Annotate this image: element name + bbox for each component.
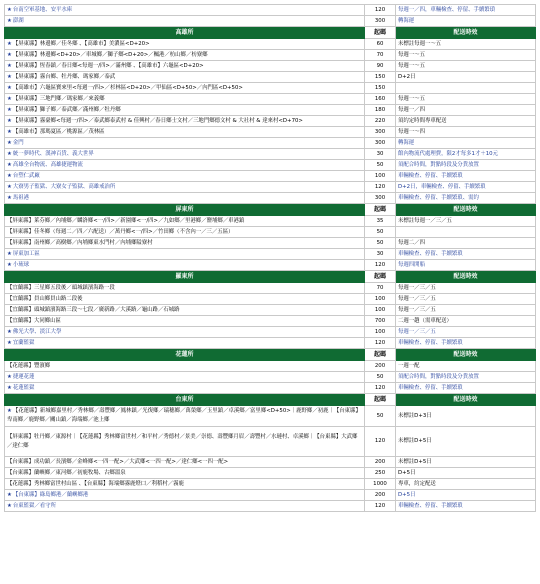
area-cell <box>5 490 365 501</box>
fee-cell: 220 <box>365 116 396 127</box>
column-header-fee: 起碼 <box>365 27 396 39</box>
area-cell <box>5 238 365 249</box>
delivery-note-cell: 每週一／四，車輛檢查、停留、手續繁瑣 <box>396 5 536 16</box>
area-text: 馬祖港 <box>12 194 30 201</box>
fee-cell: 200 <box>365 361 396 372</box>
fee-cell: 120 <box>365 427 396 457</box>
fee-cell: 35 <box>365 216 396 227</box>
star-icon: ★ <box>7 491 12 498</box>
area-text: 金門 <box>12 139 24 146</box>
fee-cell: 50 <box>365 372 396 383</box>
delivery-note-cell: 未標註D+3日 <box>396 406 536 427</box>
area-text: 【屏東縣】萊芬鄉／內埔鄉／麟洛鄉<一/四>／新園鄉<一/四>／九如鄉／里港鄉／鹽埔鄉／車港鎮 <box>7 217 245 224</box>
delivery-note-cell: D+5日 <box>396 468 536 479</box>
fee-cell: 120 <box>365 338 396 349</box>
fee-cell: 60 <box>365 39 396 50</box>
table-row <box>5 16 536 27</box>
table-row <box>5 149 536 160</box>
table-row <box>5 305 536 316</box>
fee-table-wrapper <box>4 4 532 512</box>
area-text: 【屏東縣】林邊鄉<D+20>／車城鄉／獅子鄉<D+20>／楓港／枋山鄉／枋寮鄉 <box>12 51 208 58</box>
area-cell <box>5 138 365 149</box>
table-row <box>5 338 536 349</box>
section-header <box>5 27 536 39</box>
area-text: 統一夢時代、漢神百貨、義大世界 <box>12 150 94 157</box>
delivery-note-cell: 每週一／四 <box>396 105 536 116</box>
table-row <box>5 83 536 94</box>
area-cell <box>5 305 365 316</box>
table-row <box>5 490 536 501</box>
fee-cell: 50 <box>365 227 396 238</box>
column-header-delivery: 配送時效 <box>396 204 536 216</box>
column-header-delivery: 配送時效 <box>396 271 536 283</box>
star-icon: ★ <box>7 150 12 157</box>
area-cell <box>5 249 365 260</box>
area-text: 【宜蘭縣】大同鄉山區 <box>7 317 61 324</box>
star-icon: ★ <box>7 172 12 179</box>
column-header-delivery: 配送時效 <box>396 349 536 361</box>
star-icon: ★ <box>7 117 12 124</box>
fee-cell: 180 <box>365 105 396 116</box>
delivery-note-cell: 須配合時間，對點時段及分貨放置 <box>396 160 536 171</box>
section-title: 台東所 <box>5 394 365 406</box>
delivery-note-cell: 專車，約定配送 <box>396 479 536 490</box>
table-row <box>5 61 536 72</box>
area-cell <box>5 361 365 372</box>
area-text: 【宜蘭縣】頭城鎮濱海路三段～七段／廣新路／大溪路／龜山路／石城路 <box>7 306 180 313</box>
area-cell <box>5 501 365 512</box>
table-row <box>5 182 536 193</box>
fee-cell: 150 <box>365 72 396 83</box>
fee-cell: 150 <box>365 83 396 94</box>
area-text: 大寮男子監獄、大寮女子監獄、高雄戒治所 <box>12 183 116 190</box>
table-row <box>5 294 536 305</box>
area-cell <box>5 427 365 457</box>
table-row <box>5 260 536 271</box>
delivery-note-cell: 館內物流代處理費，限2才每多1才＋10元 <box>396 149 536 160</box>
area-cell <box>5 193 365 204</box>
area-cell <box>5 39 365 50</box>
area-text: 宜蘭監獄 <box>12 339 35 346</box>
table-row <box>5 501 536 512</box>
area-text: 【宜蘭縣】三星鄉五段後／頭城鎮濱海路一段 <box>7 284 115 291</box>
fee-cell: 120 <box>365 260 396 271</box>
table-row <box>5 427 536 457</box>
delivery-note-cell: 未標註D+5日 <box>396 457 536 468</box>
delivery-note-cell: 每週四開船 <box>396 260 536 271</box>
star-icon: ★ <box>7 502 12 509</box>
fee-cell: 200 <box>365 490 396 501</box>
fee-cell: 1000 <box>365 479 396 490</box>
table-row <box>5 5 536 16</box>
table-row <box>5 94 536 105</box>
area-cell <box>5 149 365 160</box>
star-icon: ★ <box>7 6 12 13</box>
area-cell <box>5 479 365 490</box>
star-icon: ★ <box>7 328 12 335</box>
star-icon: ★ <box>7 95 12 102</box>
area-cell <box>5 116 365 127</box>
fee-cell: 70 <box>365 283 396 294</box>
delivery-note-cell <box>396 227 536 238</box>
fee-cell: 50 <box>365 238 396 249</box>
area-cell <box>5 338 365 349</box>
area-text: 【屏東縣】獅子鄉／泰武鄉／滿州鄉／牡丹鄉 <box>12 106 121 113</box>
area-cell <box>5 105 365 116</box>
area-text: 【屏東縣】南州鄉／高樹鄉／內埔鄉東水門村／內埔鄉隘寮村 <box>7 239 153 246</box>
fee-cell: 90 <box>365 61 396 72</box>
area-cell <box>5 61 365 72</box>
star-icon: ★ <box>7 194 12 201</box>
delivery-note-cell: 須配合時間，對點時段及分貨放置 <box>396 372 536 383</box>
table-row <box>5 160 536 171</box>
star-icon: ★ <box>7 62 12 69</box>
table-row <box>5 372 536 383</box>
delivery-note-cell: 須約定時間專車配送 <box>396 116 536 127</box>
star-icon: ★ <box>7 40 12 47</box>
area-text: 澎湖 <box>12 17 24 24</box>
delivery-note-cell: 每週一／三／五 <box>396 294 536 305</box>
column-header-fee: 起碼 <box>365 349 396 361</box>
table-row <box>5 316 536 327</box>
area-cell <box>5 216 365 227</box>
delivery-note-cell: 車輛檢查、停留、手續繁瑣 <box>396 501 536 512</box>
delivery-note-cell: 未標註每週一／三／五 <box>396 216 536 227</box>
area-text: 【花蓮縣】新城鄉嘉里村／秀林鄉／壽豐鄉／鳳林鎮／光復鄉／瑞穗鄉／萬榮鄉／玉里鎮／卓溪鄉／富里鄉<D+50>｜鹿野鄉／初鹿｜【台東縣】卑南鄉／鹿野鄉／關山鎮／海端鄉／池上鄉 <box>7 408 361 423</box>
table-row <box>5 138 536 149</box>
area-text: 【屏東縣】三地門鄉／瑪家鄉／來義鄉 <box>12 95 105 102</box>
table-row <box>5 479 536 490</box>
star-icon: ★ <box>7 384 12 391</box>
fee-cell: 200 <box>365 457 396 468</box>
fee-cell: 300 <box>365 193 396 204</box>
table-row <box>5 457 536 468</box>
column-header-delivery: 配送時效 <box>396 394 536 406</box>
area-cell <box>5 294 365 305</box>
fee-cell: 300 <box>365 127 396 138</box>
delivery-note-cell: 轉海運 <box>396 16 536 27</box>
column-header-delivery: 配送時效 <box>396 27 536 39</box>
area-cell <box>5 468 365 479</box>
delivery-note-cell: 車輛檢查、停留、手續繁瑣 <box>396 249 536 260</box>
area-text: 【屏東縣】霧台鄉、牡丹鄉、瑪家鄉／泰武 <box>12 73 116 80</box>
table-row <box>5 193 536 204</box>
table-row <box>5 406 536 427</box>
fee-cell: 120 <box>365 383 396 394</box>
area-text: 【高雄市】那瑪夏區／桃源區／茂林區 <box>12 128 105 135</box>
area-text: 台南空軍基地、安平水庫 <box>12 6 73 13</box>
delivery-note-cell: D+2日，車輛檢查、停留、手續繁瑣 <box>396 182 536 193</box>
area-text: 【花蓮縣】秀林鄉富世村山區 、【台東縣】海端鄉霧鹿燈口／利稻村／霧鹿 <box>7 480 184 487</box>
area-cell <box>5 227 365 238</box>
fee-cell: 300 <box>365 16 396 27</box>
fee-cell: 160 <box>365 94 396 105</box>
area-cell <box>5 127 365 138</box>
area-text: 屏東加工區 <box>12 250 40 257</box>
delivery-note-cell: D+5日 <box>396 490 536 501</box>
fee-cell: 120 <box>365 182 396 193</box>
delivery-note-cell: 車輛檢查、停留、手續繁瑣 <box>396 383 536 394</box>
fee-cell: 30 <box>365 149 396 160</box>
delivery-note-cell: 未標註每週一～五 <box>396 39 536 50</box>
delivery-note-cell: 每週一／三／五 <box>396 283 536 294</box>
table-row <box>5 283 536 294</box>
fee-cell: 70 <box>365 50 396 61</box>
fee-cell: 700 <box>365 316 396 327</box>
table-row <box>5 468 536 479</box>
delivery-note-cell: 二週一趟（需車配送） <box>396 316 536 327</box>
table-row <box>5 171 536 182</box>
delivery-note-cell <box>396 83 536 94</box>
delivery-note-cell: 每週一／三／五 <box>396 327 536 338</box>
delivery-note-cell: 每週二／四 <box>396 238 536 249</box>
area-cell <box>5 16 365 27</box>
fee-cell: 30 <box>365 249 396 260</box>
fee-cell: 120 <box>365 501 396 512</box>
fee-cell: 50 <box>365 406 396 427</box>
fee-cell: 50 <box>365 160 396 171</box>
area-text: 捷運花蓮 <box>12 373 35 380</box>
delivery-note-cell: 未標註D+5日 <box>396 427 536 457</box>
delivery-note-cell: 每週一～四 <box>396 127 536 138</box>
delivery-note-cell: 每週一～五 <box>396 61 536 72</box>
star-icon: ★ <box>7 106 12 113</box>
area-text: 花蓮監獄 <box>12 384 35 391</box>
area-cell <box>5 5 365 16</box>
area-text: 高雄全台物流、高雄捷運物流 <box>12 161 83 168</box>
area-cell <box>5 327 365 338</box>
section-title: 羅東所 <box>5 271 365 283</box>
section-header <box>5 271 536 283</box>
area-cell <box>5 83 365 94</box>
star-icon: ★ <box>7 73 12 80</box>
area-cell <box>5 94 365 105</box>
delivery-note-cell: 轉海運 <box>396 138 536 149</box>
column-header-fee: 起碼 <box>365 204 396 216</box>
delivery-note-cell: 一週一配 <box>396 361 536 372</box>
area-text: 台塑仁武廠 <box>12 172 40 179</box>
column-header-fee: 起碼 <box>365 394 396 406</box>
star-icon: ★ <box>7 373 12 380</box>
delivery-fee-table <box>4 4 536 512</box>
area-text: 【台東縣】成功鎮／長濱鄉／金峰鄉<一四一配>／大武鄉<一四一配>／達仁鄉<一四一配> <box>7 458 229 465</box>
table-row <box>5 327 536 338</box>
delivery-note-cell: 每週一／三／五 <box>396 305 536 316</box>
area-cell <box>5 72 365 83</box>
fee-cell: 120 <box>365 5 396 16</box>
column-header-fee: 起碼 <box>365 271 396 283</box>
fee-cell: 100 <box>365 305 396 316</box>
star-icon: ★ <box>7 17 12 24</box>
area-text: 【台東縣】綠島鄉港／蘭嶼鄉港 <box>12 491 89 498</box>
delivery-note-cell: D+2日 <box>396 72 536 83</box>
table-row <box>5 238 536 249</box>
table-row <box>5 39 536 50</box>
area-text: 【屏東縣】恆春鎮／春日鄉<每週一/四>／滿州鄉 、【高雄市】六龜區<D+20> <box>12 62 204 69</box>
area-text: 【高雄市】六龜區寶來里<每週一/四>／杉林區<D+20>／甲仙區<D+50>／內門區<D+50> <box>12 84 243 91</box>
area-text: 【屏東縣】佳冬鄉（每週二／四／六配送）／萬丹鄉<一/四>／竹田鄉（不含內一／三／五區） <box>7 228 234 235</box>
section-header <box>5 349 536 361</box>
area-cell <box>5 283 365 294</box>
area-cell <box>5 171 365 182</box>
section-title: 屏東所 <box>5 204 365 216</box>
area-cell <box>5 372 365 383</box>
delivery-note-cell: 車輛檢查、停留、手續繁瑣 <box>396 171 536 182</box>
delivery-note-cell: 每週一～五 <box>396 50 536 61</box>
area-cell <box>5 182 365 193</box>
star-icon: ★ <box>7 51 12 58</box>
table-row <box>5 383 536 394</box>
area-cell <box>5 383 365 394</box>
area-text: 【台東縣】蘭嶼鄉／東河鄉／初鹿牧場、古鄉溫泉 <box>7 469 126 476</box>
area-cell <box>5 160 365 171</box>
area-cell <box>5 316 365 327</box>
area-cell <box>5 457 365 468</box>
fee-cell: 100 <box>365 327 396 338</box>
star-icon: ★ <box>7 250 12 257</box>
area-text: 【宜蘭縣】員山鄉員山路二段後 <box>7 295 83 302</box>
delivery-note-cell: 車輛檢查、停留、手續繁瑣、需約 <box>396 193 536 204</box>
area-text: 【花蓮縣】豐濱鄉 <box>7 362 51 369</box>
table-row <box>5 105 536 116</box>
star-icon: ★ <box>7 128 12 135</box>
table-row <box>5 127 536 138</box>
fee-cell: 100 <box>365 171 396 182</box>
table-row <box>5 50 536 61</box>
area-text: 小琉球 <box>12 261 30 268</box>
table-row <box>5 72 536 83</box>
star-icon: ★ <box>7 139 12 146</box>
delivery-note-cell: 車輛檢查、停留、手續繁瑣 <box>396 338 536 349</box>
fee-cell: 250 <box>365 468 396 479</box>
area-text: 【屏東縣】牡丹鄉／東源村｜【花蓮縣】秀林鄉富世村／和平村／秀德村／景美／崇德、壽豐鄉月眉／壽豐村／水璉村、卓溪鄉｜【台東縣】大武鄉／達仁鄉 <box>7 433 358 449</box>
star-icon: ★ <box>7 339 12 346</box>
table-row <box>5 249 536 260</box>
area-text: 【屏東縣】林邊鄉／佳冬鄉 、【高雄市】美濃區<D+20> <box>12 40 150 47</box>
area-text: 【屏東縣】霧臺鄉<每週一/四>／泰武鄉泰武村 & 佳興村／春日鄉士文村／三地門鄉德文村 & 大社村 & 達來村<D+70> <box>12 117 303 124</box>
area-text: 佛光大學、淡江大學 <box>12 328 62 335</box>
delivery-note-cell: 每週一～五 <box>396 94 536 105</box>
fee-cell: 300 <box>365 138 396 149</box>
table-row <box>5 227 536 238</box>
table-row <box>5 361 536 372</box>
area-cell <box>5 406 365 427</box>
area-cell <box>5 260 365 271</box>
table-row <box>5 216 536 227</box>
star-icon: ★ <box>7 183 12 190</box>
area-cell <box>5 50 365 61</box>
fee-cell: 100 <box>365 294 396 305</box>
table-row <box>5 116 536 127</box>
section-header <box>5 204 536 216</box>
section-title: 高雄所 <box>5 27 365 39</box>
area-text: 台東監獄／看守所 <box>12 502 56 509</box>
section-title: 花蓮所 <box>5 349 365 361</box>
star-icon: ★ <box>7 408 12 414</box>
star-icon: ★ <box>7 161 12 168</box>
star-icon: ★ <box>7 261 12 268</box>
section-header <box>5 394 536 406</box>
star-icon: ★ <box>7 84 12 91</box>
